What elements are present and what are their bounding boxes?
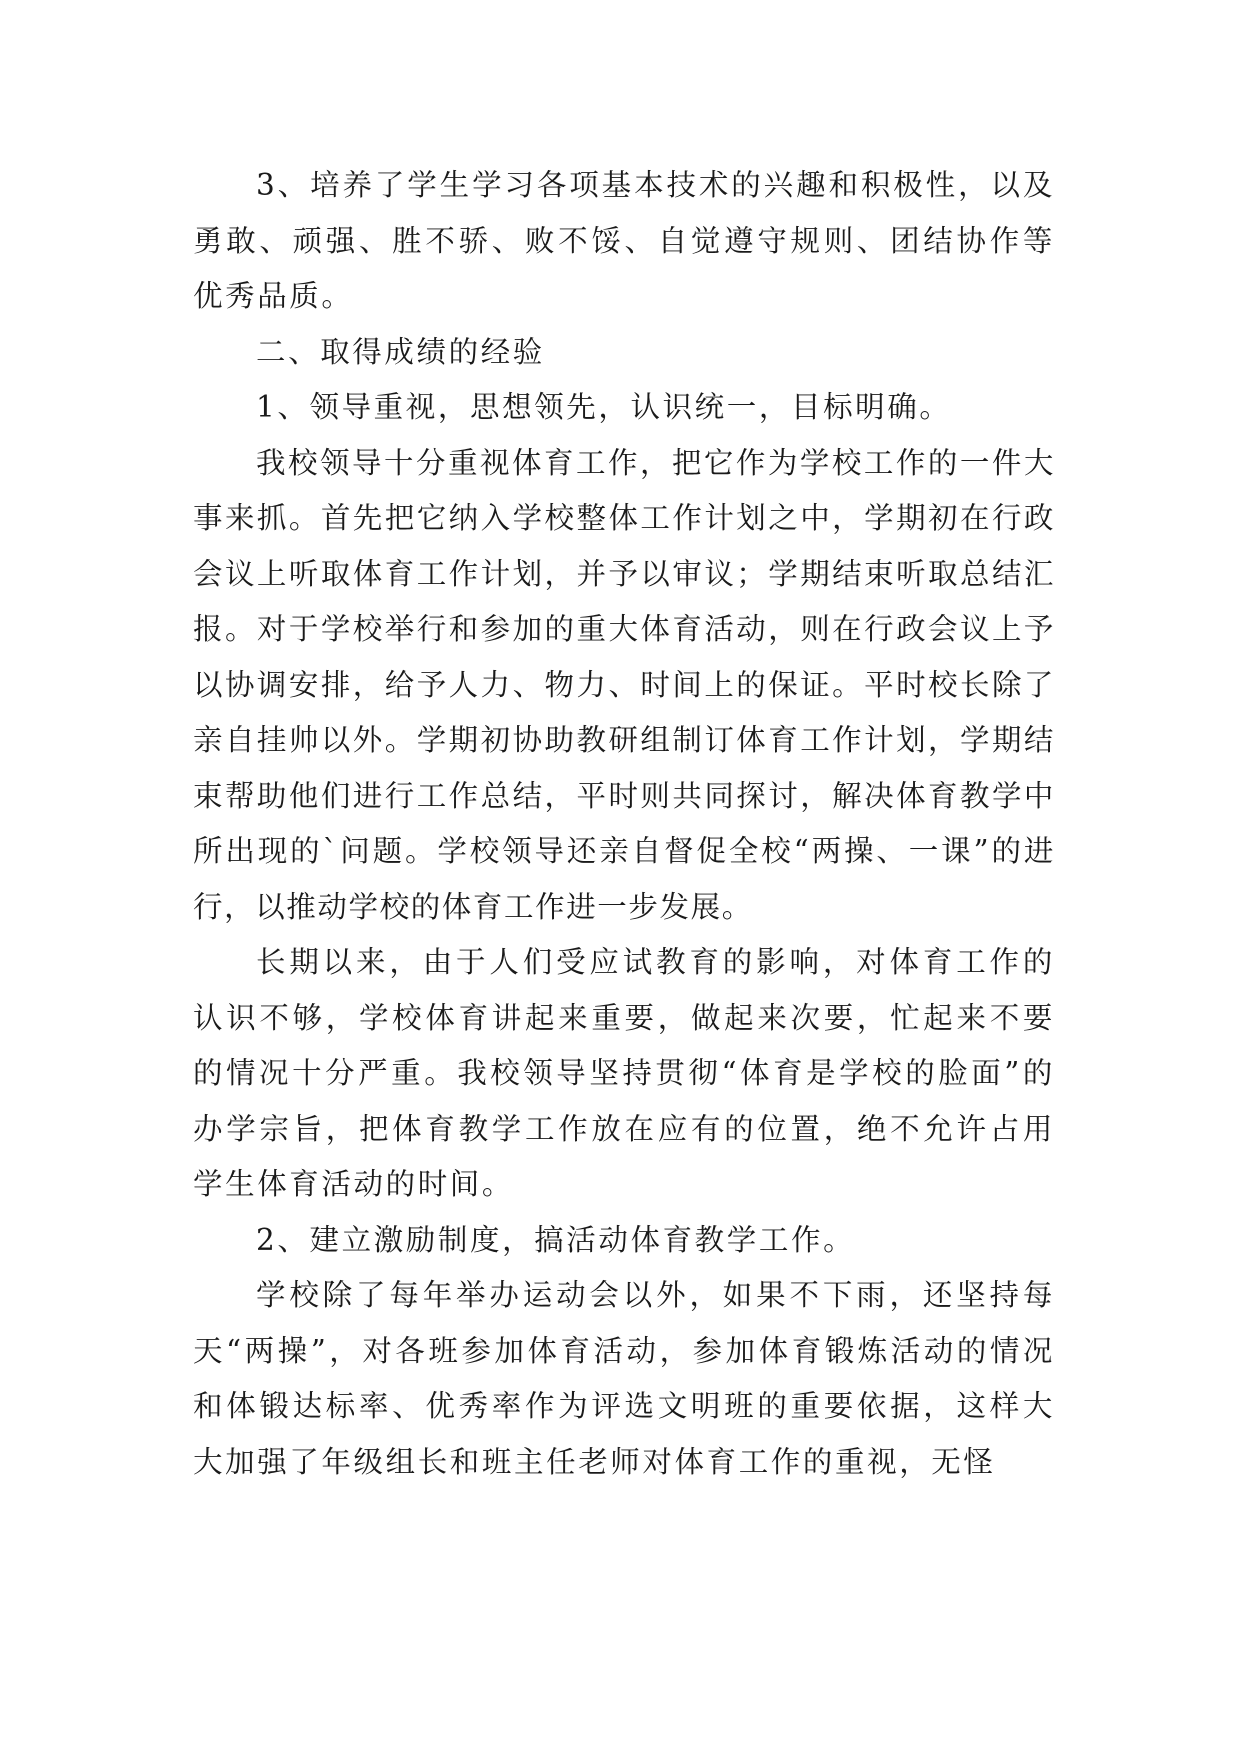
paragraph-leadership-details: 我校领导十分重视体育工作，把它作为学校工作的一件大事来抓。首先把它纳入学校整体工作计划之中，学期初在行政会议上听取体育工作计划，并予以审议；学期结束听取总结汇报。对于学校举行和参加的重大体育活动，则在行政会议上予以协调安排，给予人力、物力、时间上的保证。平时校长除了亲自挂帅以外。学期初协助教研组制订体育工作计划，学期结束帮助他们进行工作总结，平时则共同探讨，解决体育教学中所出现的`问题。学校领导还亲自督促全校“两操、一课”的进行，以推动学校的体育工作进一步发展。 <box>193 445 1055 924</box>
section-heading-experience: 二、取得成绩的经验 <box>256 334 545 369</box>
paragraph-quality-cultivation: 3、培养了学生学习各项基本技术的兴趣和积极性，以及勇敢、顽强、胜不骄、败不馁、自觉遵守规则、团结协作等优秀品质。 <box>193 168 1055 313</box>
paragraph-long-term-issues: 长期以来，由于人们受应试教育的影响，对体育工作的认识不够，学校体育讲起来重要，做起来次要，忙起来不要的情况十分严重。我校领导坚持贯彻“体育是学校的脸面”的办学宗旨，把体育教学工作放在应有的位置，绝不允许占用学生体育活动的时间。 <box>193 945 1055 1201</box>
subheading-incentive-system: 2、建立激励制度，搞活动体育教学工作。 <box>256 1222 856 1257</box>
paragraph-incentive-details: 学校除了每年举办运动会以外，如果不下雨，还坚持每天“两操”，对各班参加体育活动，参加体育锻炼活动的情况和体锻达标率、优秀率作为评选文明班的重要依据，这样大大加强了年级组长和班主任老师对体育工作的重视，无怪 <box>193 1278 1055 1479</box>
document-body <box>193 158 1055 1490</box>
subheading-leadership: 1、领导重视，思想领先，认识统一，目标明确。 <box>256 390 952 424</box>
